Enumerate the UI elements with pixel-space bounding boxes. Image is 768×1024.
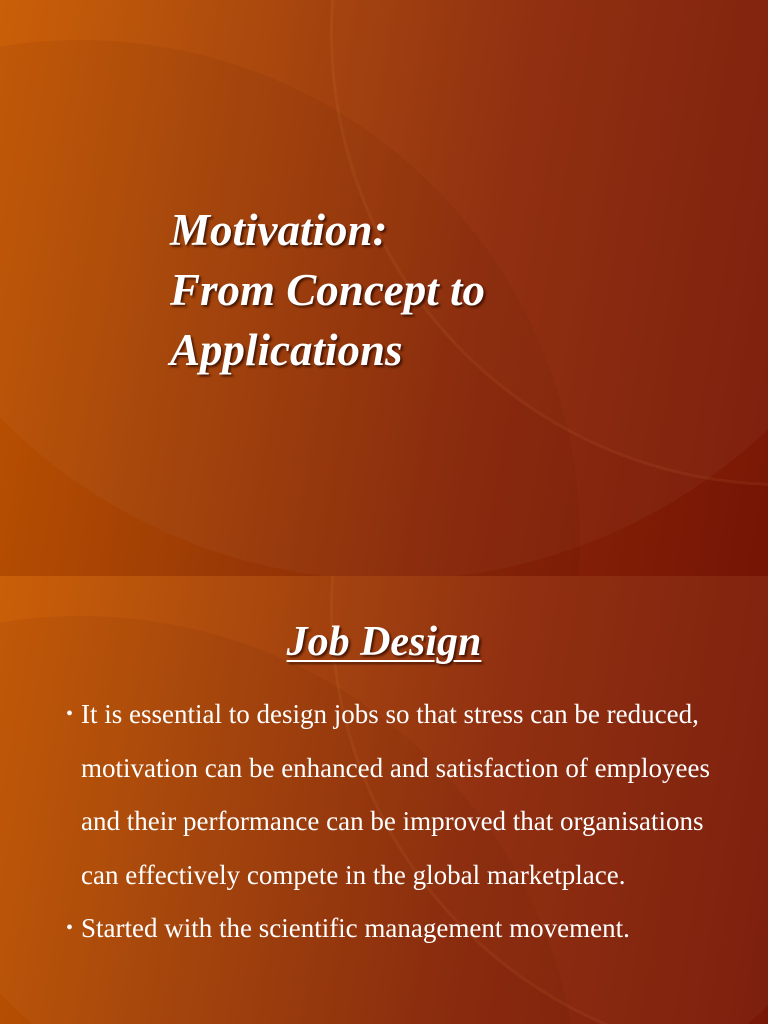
list-item bbox=[66, 902, 738, 956]
list-item bbox=[66, 688, 738, 902]
bullet-text: Started with the scientific management movement. bbox=[81, 913, 630, 943]
title-line: From Concept to bbox=[170, 265, 486, 315]
bullet-list bbox=[66, 688, 738, 956]
bullet-icon: • bbox=[66, 917, 74, 939]
title-line: Motivation: bbox=[170, 205, 388, 255]
slide-title bbox=[170, 200, 485, 380]
title-line: Applications bbox=[170, 325, 403, 375]
bullet-text: It is essential to design jobs so that stress can be reduced, motivation can be enhanced and satisfaction of employees and their performance can be improved that organisations can effectively compete in the global marketplace. bbox=[81, 699, 711, 890]
slide-heading: Job Design bbox=[286, 619, 482, 665]
bullet-icon: • bbox=[66, 703, 74, 725]
content-slide bbox=[0, 576, 768, 1024]
